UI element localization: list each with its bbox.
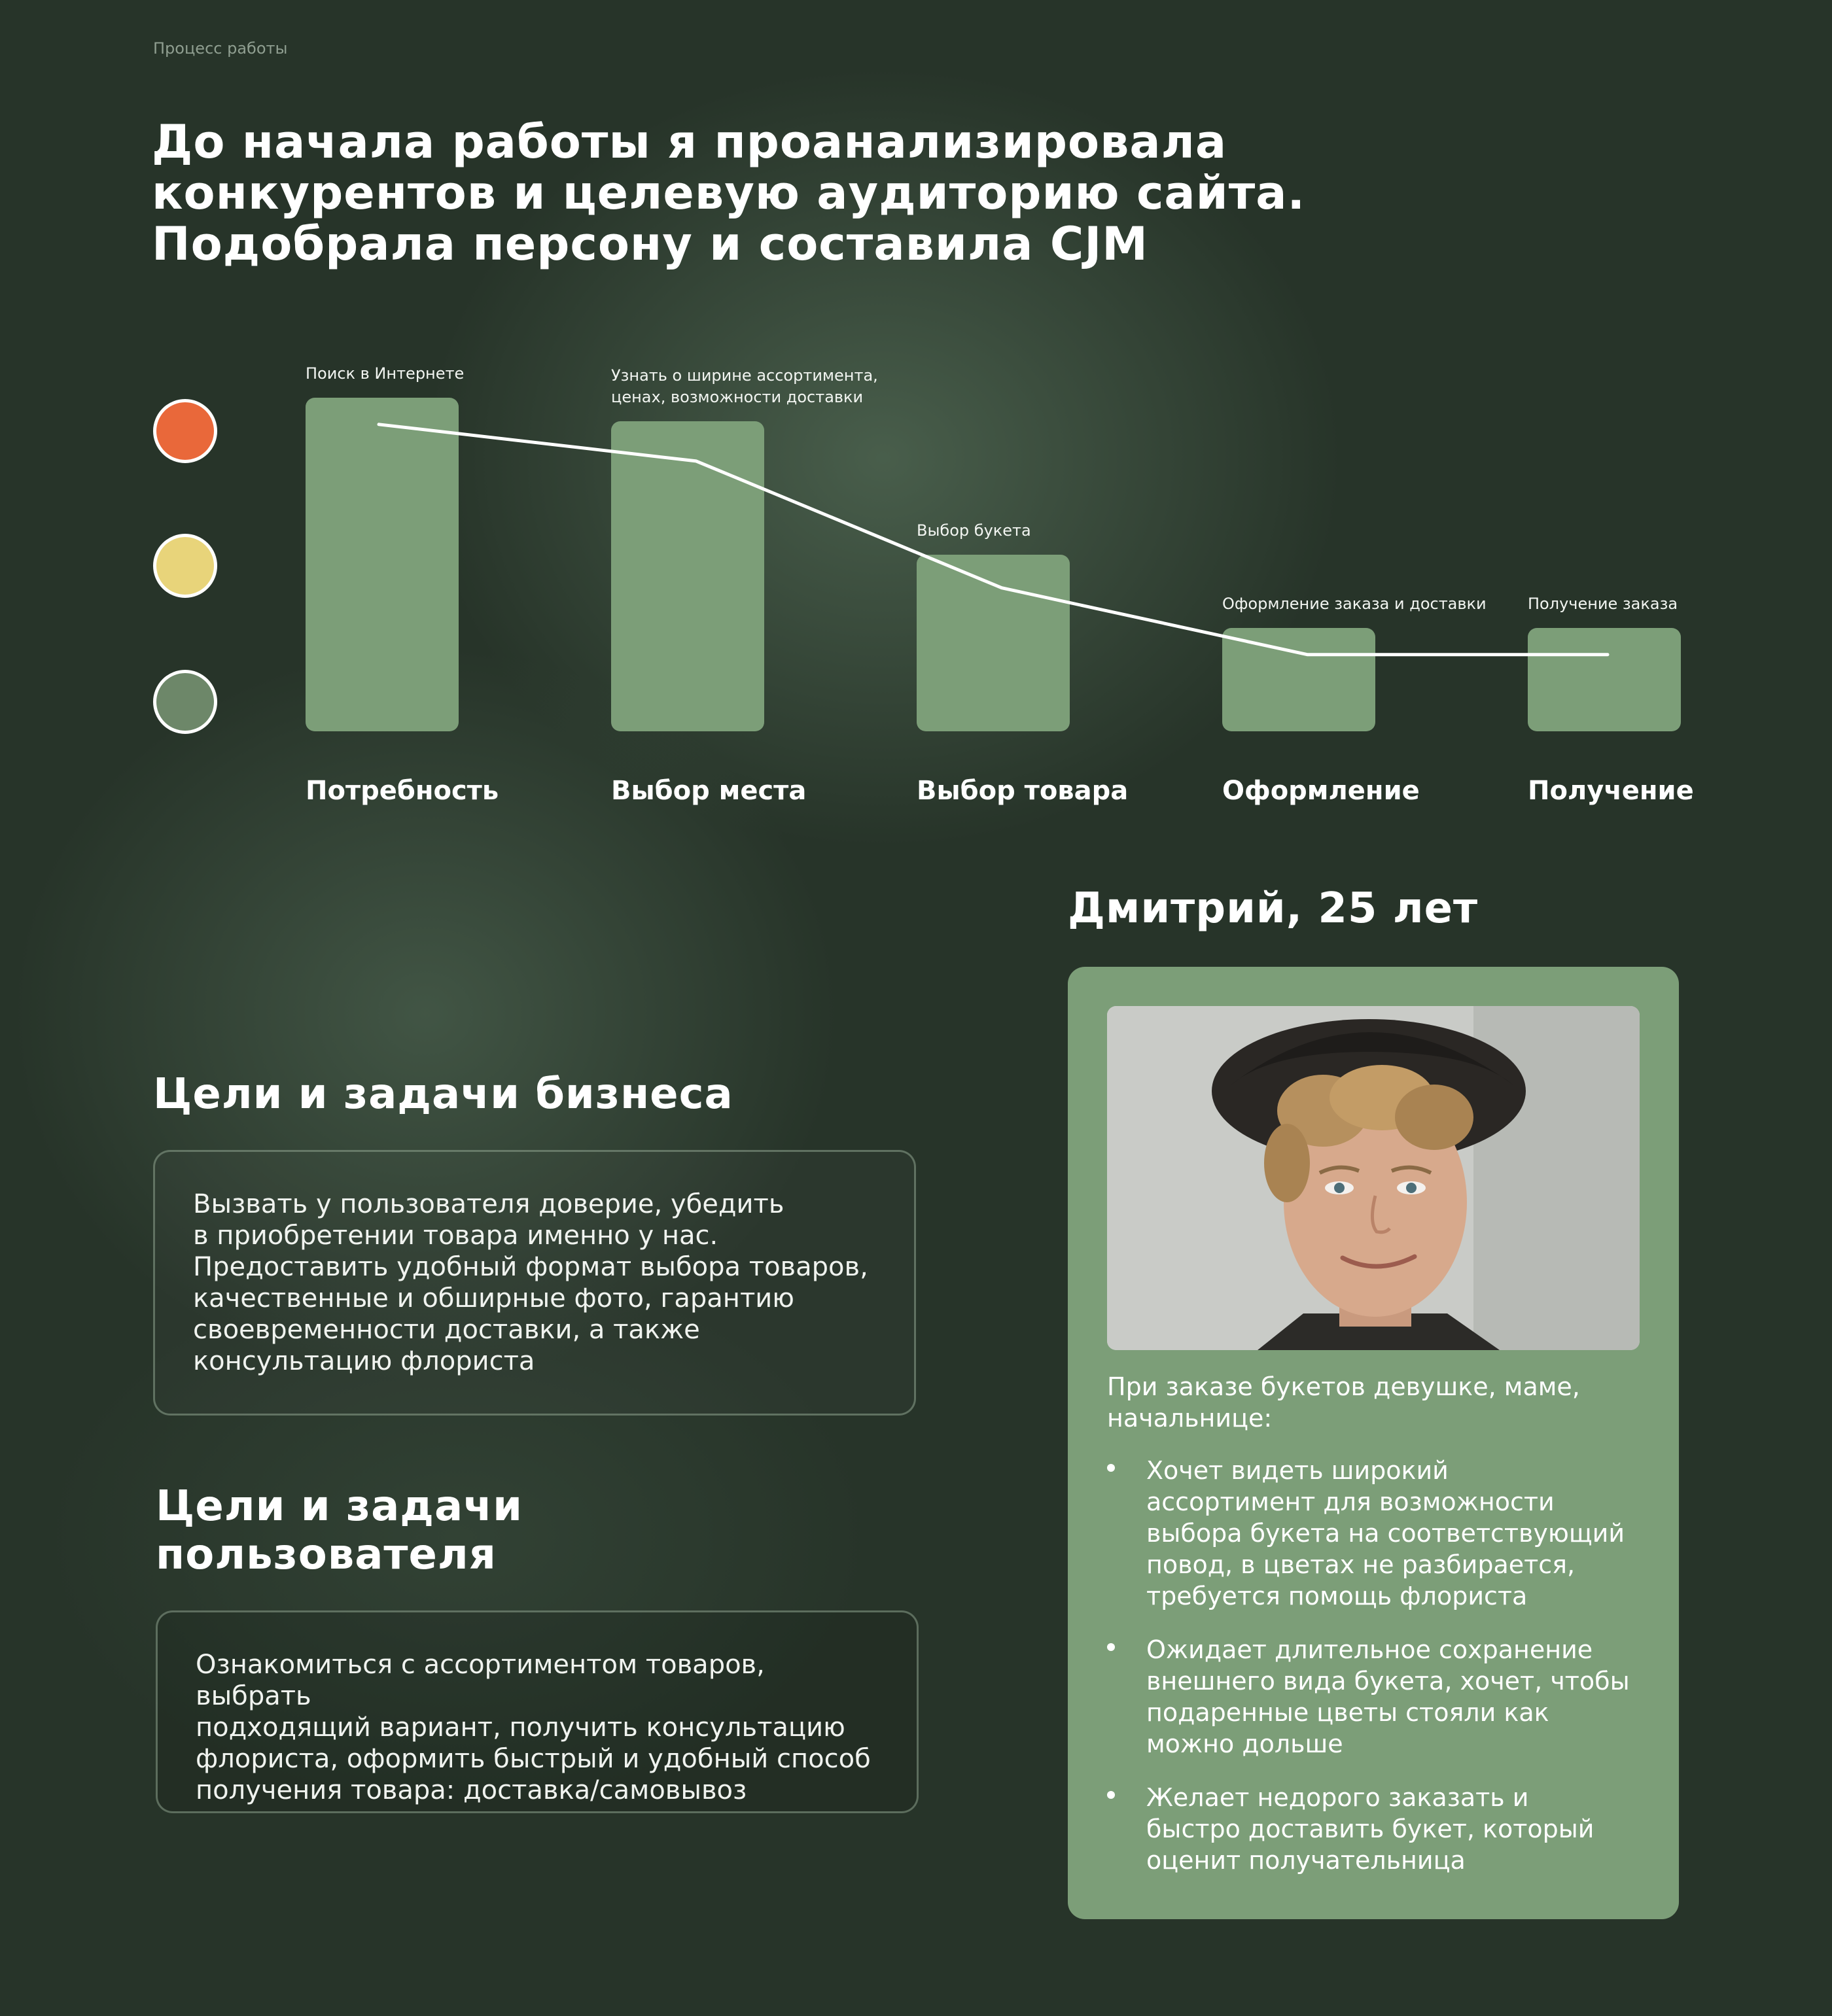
persona-title: Дмитрий, 25 лет [1068, 884, 1479, 933]
bullet-icon [1107, 1643, 1115, 1651]
emotion-line [379, 425, 1608, 655]
persona-need-text: Хочет видеть широкий ассортимент для возможности выбора букета на соответствующий повод, в цветах не разбирается, требуется помощь флориста [1146, 1456, 1625, 1610]
intro-line: конкурентов и целевую аудиторию сайта. [152, 166, 1306, 220]
business-goals-box [153, 1150, 916, 1416]
persona-need-text: Желает недорого заказать и быстро доставить букет, который оценит получательница [1146, 1783, 1594, 1875]
intro-line: Подобрала персону и составила CJM [152, 217, 1148, 271]
emotion-curve [0, 0, 1832, 850]
user-goals-box [156, 1610, 919, 1813]
business-goals-text: Вызвать у пользователя доверие, убедить в приобретении товара именно у нас. Предоставить удобный формат выбора товаров, качественные и обширные фото, гарантию своевременности доставки, а также консультацию флориста [193, 1189, 868, 1376]
breadcrumb: Процесс работы [153, 39, 288, 58]
persona-need-item [1107, 1782, 1650, 1876]
user-goals-title: Цели и задачи пользователя [156, 1482, 523, 1579]
intro-line: До начала работы я проанализировала [152, 115, 1227, 169]
stage-label: Потребность [306, 776, 499, 806]
bullet-icon [1107, 1791, 1115, 1799]
persona-portrait [1107, 1006, 1640, 1350]
stage-label: Оформление [1222, 776, 1420, 806]
persona-intro: При заказе букетов девушке, маме, начальнице: [1107, 1372, 1580, 1433]
stage-label: Получение [1528, 776, 1694, 806]
stage-label: Выбор товара [917, 776, 1129, 806]
persona-need-item [1107, 1634, 1650, 1760]
persona-photo [1107, 1006, 1640, 1350]
persona-needs-list [1107, 1455, 1650, 1898]
stage-note: Получение заказа [1528, 594, 1678, 613]
persona-need-item [1107, 1455, 1650, 1612]
bullet-icon [1107, 1464, 1115, 1472]
business-goals-title: Цели и задачи бизнеса [153, 1070, 733, 1119]
user-goals-text: Ознакомиться с ассортиментом товаров, выбрать подходящий вариант, получить консультацию флориста, оформить быстрый и удобный способ получения товара: доставка/самовывоз [196, 1650, 871, 1805]
stage-note: Выбор букета [917, 521, 1031, 540]
stage-note: Оформление заказа и доставки [1222, 594, 1487, 613]
stage-label: Выбор места [611, 776, 807, 806]
persona-need-text: Ожидает длительное сохранение внешнего вида букета, хочет, чтобы подаренные цветы стояли как можно дольше [1146, 1635, 1630, 1758]
stage-note: Поиск в Интернете [306, 364, 465, 383]
stage-note: Узнать о ширине ассортимента, ценах, возможности доставки [611, 366, 878, 406]
persona-card [1068, 967, 1679, 1919]
